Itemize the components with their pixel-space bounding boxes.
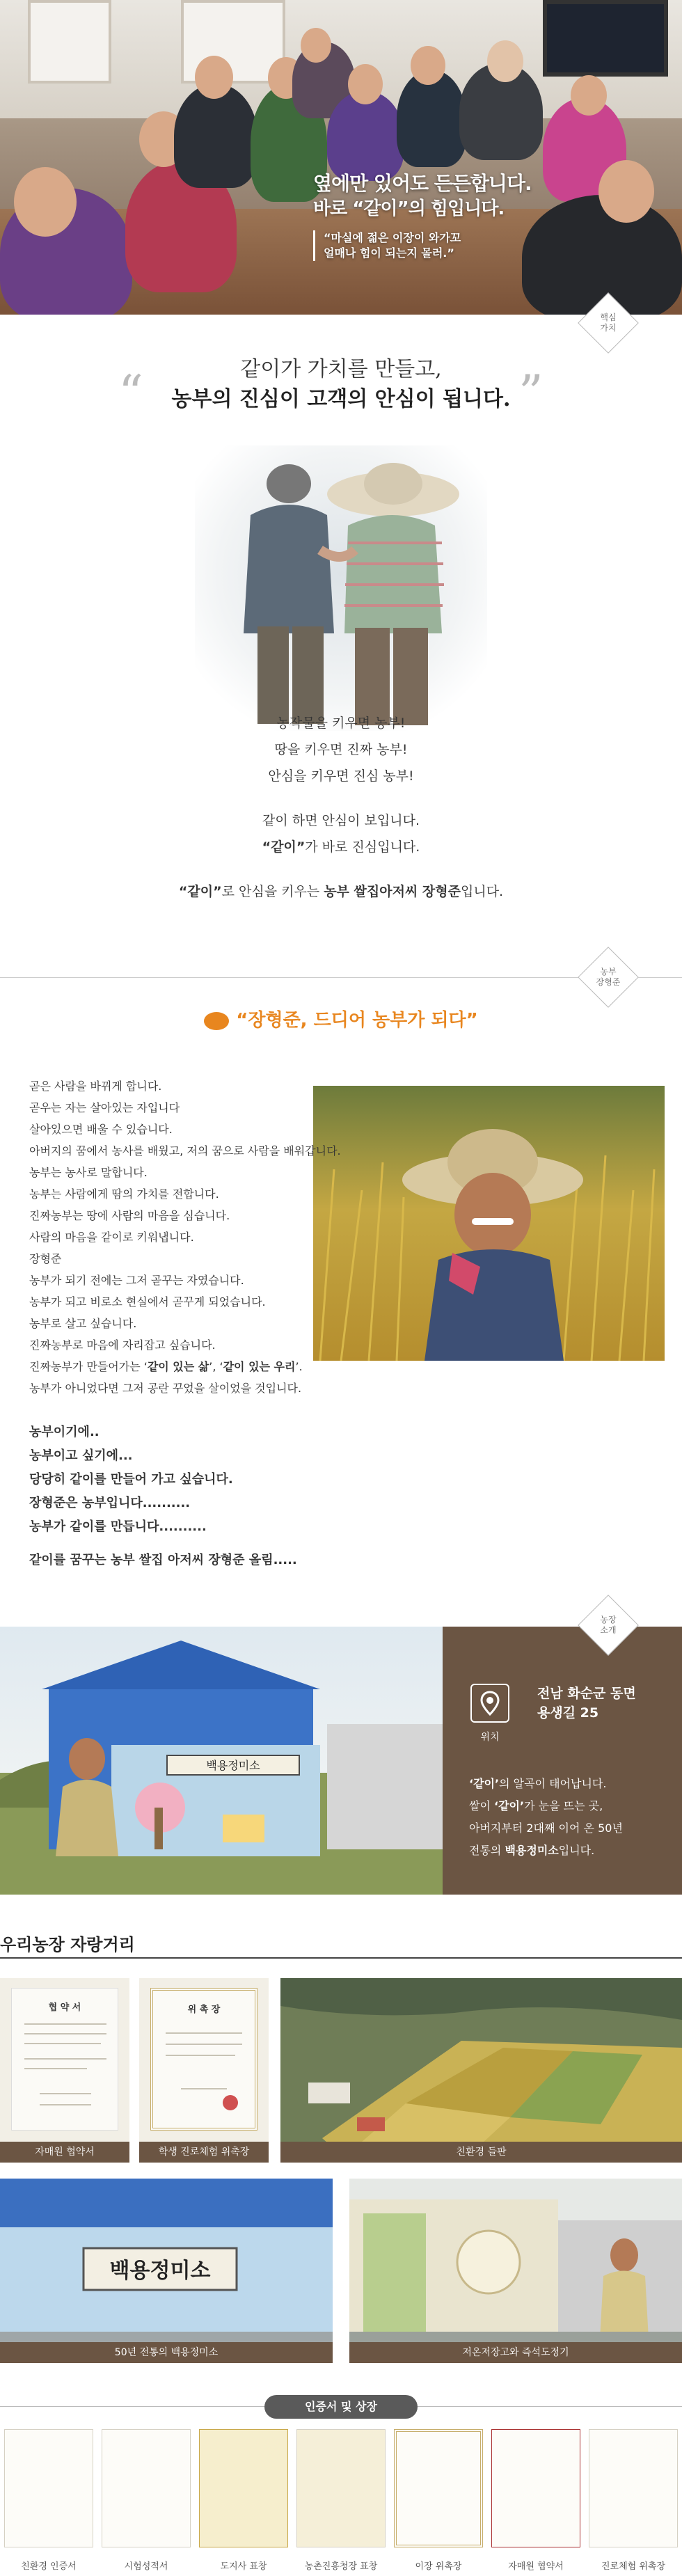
hero-quote-line-1: “마실에 젊은 이장이 와가꼬	[324, 231, 461, 244]
story-line: 진짜농부로 마음에 자리잡고 싶습니다.	[29, 1338, 216, 1352]
certificate-heading: 위 촉 장	[187, 2005, 221, 2015]
farm-desc-em: ‘같이’	[494, 1799, 525, 1812]
story-text	[29, 1075, 377, 1572]
hero-quote	[313, 230, 532, 261]
farm-description	[469, 1773, 671, 1862]
pride-item-storage	[349, 2179, 682, 2363]
farm-desc-text: 입니다.	[558, 1844, 595, 1857]
certificate-caption: 시험성적서	[124, 2561, 168, 2572]
value-line-text: 입니다.	[460, 884, 504, 899]
pride-item-caption: 저온저장고와 즉석도정기	[349, 2342, 682, 2363]
hero-tv	[543, 0, 668, 77]
hero-headline-2	[313, 197, 532, 221]
mill-sign-text: 백용정미소	[206, 1759, 260, 1772]
section-tag-farm: 농장 소개	[600, 1615, 617, 1635]
certificate-thumb	[4, 2429, 93, 2547]
farm-desc-line	[469, 1840, 671, 1862]
pride-item-mill	[0, 2179, 333, 2363]
certificate-thumb	[102, 2429, 191, 2547]
pride-title: 우리농장 자랑거리	[0, 1935, 135, 1954]
hero-headline-2-pre: 바로	[313, 198, 353, 219]
story-line: 아버지의 꿈에서 농사를 배웠고, 저의 꿈으로 사람을 배워갑니다.	[29, 1144, 341, 1157]
certificate-caption: 자매원 협약서	[508, 2561, 564, 2572]
value-title-line-1: 같이가 가치를 만들고,	[240, 357, 442, 381]
farm-desc-text: 전통의	[469, 1844, 505, 1857]
hero-headline-2-em: “같이”	[352, 198, 409, 219]
value-line-text: 가 바로 진심입니다.	[305, 839, 420, 855]
certificate-caption: 진로체험 위촉장	[601, 2561, 666, 2572]
certificate-thumb	[394, 2429, 483, 2547]
story-signature: 같이를 꿈꾸는 농부 쌀집 아저씨 장형준 올림.....	[29, 1553, 297, 1567]
story-line: 사람의 마음을 같이로 키워냅니다.	[29, 1231, 194, 1244]
story-line: 농부가 되고 비로소 현실에서 곧꾸게 되었습니다.	[29, 1295, 266, 1309]
person-head	[598, 160, 654, 223]
certificate-caption: 농촌진흥청장 표창	[304, 2561, 378, 2572]
person-head	[301, 28, 331, 63]
story-line-em: 같이 있는 우리	[223, 1360, 296, 1373]
value-line-em: “같이”	[262, 839, 306, 855]
story-line-text: ’, ‘	[209, 1360, 223, 1373]
certificate-image	[150, 1988, 257, 2131]
story-bold-line: 농부이기에..	[29, 1425, 100, 1439]
hero-photo	[0, 0, 682, 315]
pride-item-caption: 50년 전통의 백용정미소	[0, 2342, 333, 2363]
speech-bubble-icon	[204, 1012, 229, 1030]
person-head	[348, 64, 383, 104]
story-bold-line: 농부가 같이를 만듭니다..........	[29, 1519, 207, 1534]
certificates-header-label: 인증서 및 상장	[264, 2395, 418, 2419]
story-line-text: 진짜농부가 만들어가는 ‘	[29, 1360, 148, 1373]
story-title-text: “장형준, 드디어 농부가 되다”	[236, 1010, 478, 1031]
pride-item-caption: 학생 진로체험 위촉장	[139, 2142, 269, 2163]
certificate-image	[11, 1988, 118, 2131]
value-line: 안심을 키우면 진심 농부!	[268, 768, 414, 784]
pride-item-field	[280, 1978, 682, 2163]
story-line-text: ’.	[295, 1360, 303, 1373]
section-tag-farmer: 농부 장형준	[596, 967, 621, 987]
person-figure	[174, 84, 257, 188]
farm-address-line-1: 전남 화순군 동면	[537, 1686, 636, 1701]
story-line: 농부가 아니었다면 그저 공란 꾸었을 살이었을 것입니다.	[29, 1382, 302, 1395]
certificate-thumb	[491, 2429, 580, 2547]
value-title-line-2: 농부의 진심이 고객의 안심이 됩니다.	[171, 387, 511, 411]
story-line	[29, 1356, 377, 1377]
value-line	[0, 834, 682, 860]
person-head	[195, 56, 233, 99]
person-head	[487, 40, 523, 82]
farm-intro	[0, 1627, 682, 1895]
value-closing-line	[0, 878, 682, 905]
value-line-text: 로 안심을 키우는	[221, 884, 324, 899]
hero-quote-line-2: 얼매나 힘이 되는지 몰러.”	[324, 246, 454, 260]
value-line: 같이 하면 안심이 보입니다.	[262, 813, 420, 828]
farm-desc-line	[469, 1773, 671, 1795]
certificate-thumb	[589, 2429, 678, 2547]
value-lines	[0, 710, 682, 905]
certificate-thumb	[296, 2429, 386, 2547]
section-tag-core-value: 핵심 가치	[600, 313, 617, 333]
farm-info-panel	[443, 1627, 682, 1895]
value-line: 땅을 키우면 진짜 농부!	[274, 742, 408, 757]
certificate-caption: 친환경 인증서	[21, 2561, 77, 2572]
farm-desc-line	[469, 1795, 671, 1817]
hero-headline-1: 옆에만 있어도 든든합니다.	[313, 172, 532, 195]
story-line: 장형준	[29, 1252, 62, 1265]
hero-headline-2-post: 의 힘입니다.	[408, 198, 505, 219]
story-line-em: 같이 있는 삶	[147, 1360, 209, 1373]
close-quote-mark: ”	[518, 365, 544, 422]
story-title	[0, 1006, 682, 1032]
story-bold-line: 장형준은 농부입니다..........	[29, 1496, 191, 1510]
farmers-photo	[195, 445, 487, 731]
certificates-header	[0, 2395, 682, 2419]
value-line-em: “같이”	[178, 884, 222, 899]
person-head	[14, 167, 77, 237]
value-title	[0, 355, 682, 415]
mill-sign-text: 백용정미소	[109, 2259, 211, 2283]
certificate-caption: 도지사 표창	[220, 2561, 267, 2572]
person-head	[411, 46, 445, 85]
story-line: 곧우는 자는 살아있는 자입니다	[29, 1101, 180, 1114]
story-line: 곧은 사람을 바뀌게 합니다.	[29, 1080, 162, 1093]
hero-window	[28, 0, 111, 84]
farmer-name: 농부 쌀집아저씨 장형준	[324, 884, 461, 899]
story-line: 농부가 되기 전에는 그저 곧꾸는 자였습니다.	[29, 1274, 244, 1287]
pride-item-caption: 자매원 협약서	[0, 2142, 129, 2163]
story-bold-line: 당당히 같이를 만들어 가고 싶습니다.	[29, 1472, 233, 1487]
person-figure	[522, 195, 682, 315]
certificate-thumb	[199, 2429, 288, 2547]
story-line: 농부는 사람에게 땀의 가치를 전합니다.	[29, 1187, 219, 1201]
pride-underline	[0, 1957, 682, 1959]
story-line: 농부는 농사로 말합니다.	[29, 1166, 148, 1179]
open-quote-mark: “	[118, 365, 143, 422]
certificate-heading: 협 약 서	[48, 2002, 81, 2013]
person-head	[571, 75, 607, 116]
story-line: 진짜농부는 땅에 사람의 마음을 심습니다.	[29, 1209, 230, 1222]
mill-building-photo	[0, 1627, 443, 1895]
pride-item-appointment	[139, 1978, 269, 2163]
location-pin-icon	[470, 1684, 509, 1723]
story-line: 농부로 살고 싶습니다.	[29, 1317, 137, 1330]
value-line: 농작물을 키우면 농부!	[276, 716, 406, 731]
hero-text	[313, 171, 532, 261]
location-label: 위치	[480, 1732, 500, 1743]
pride-item-caption: 친환경 들판	[280, 2142, 682, 2163]
story-line: 살아있으면 배울 수 있습니다.	[29, 1123, 173, 1136]
farm-address	[537, 1684, 636, 1723]
farm-desc-line: 아버지부터 2대째 이어 온 50년	[469, 1822, 623, 1835]
farm-desc-text: 가 눈을 뜨는 곳,	[524, 1799, 603, 1812]
farm-desc-text: 의 알곡이 태어납니다.	[499, 1777, 607, 1790]
farm-address-line-2: 용생길 25	[537, 1705, 599, 1721]
pride-item-agreement	[0, 1978, 129, 2163]
story-bold-line: 농부이고 싶기에...	[29, 1448, 133, 1463]
certificate-caption: 이장 위촉장	[415, 2561, 462, 2572]
farm-desc-text: 쌀이	[469, 1799, 494, 1812]
farm-desc-em: ‘같이’	[469, 1777, 500, 1790]
mill-name: 백용정미소	[505, 1844, 559, 1857]
